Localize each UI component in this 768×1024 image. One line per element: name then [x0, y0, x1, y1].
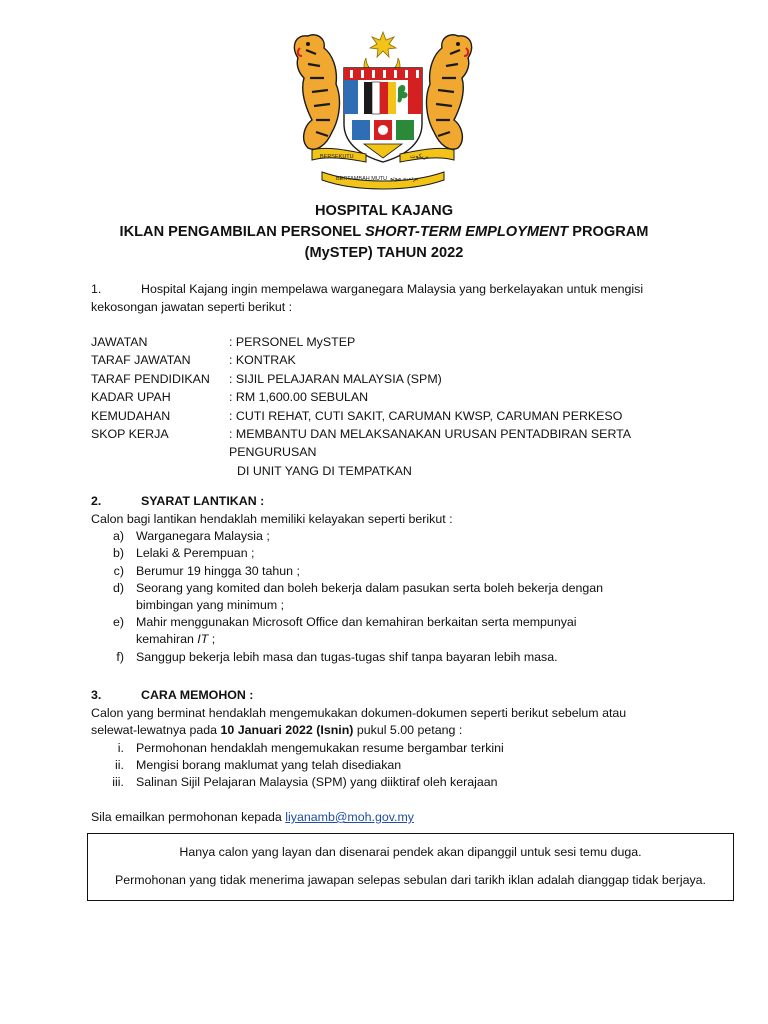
- job-detail-value: : KONTRAK: [229, 353, 296, 368]
- skop-continuation: DI UNIT YANG DI TEMPATKAN: [237, 463, 412, 478]
- deadline-date: 10 Januari 2022 (Isnin): [220, 723, 354, 738]
- email-prefix: Sila emailkan permohonan kepada: [91, 810, 286, 824]
- deadline-suffix: pukul 5.00 petang :: [353, 723, 463, 738]
- document-item: [91, 740, 721, 757]
- deadline-prefix: selewat-lewatnya pada: [91, 723, 221, 738]
- requirement-item: [91, 614, 721, 648]
- job-detail-label: TARAF JAWATAN: [91, 353, 191, 368]
- job-detail-label: KEMUDAHAN: [91, 408, 171, 423]
- section-1-number: 1.: [91, 282, 102, 296]
- requirement-marker: c): [113, 563, 124, 578]
- document-marker: ii.: [115, 757, 124, 772]
- document-marker: i.: [117, 740, 124, 755]
- requirement-item: [91, 528, 721, 545]
- right-tiger-icon: [427, 35, 472, 149]
- job-detail-row: [91, 388, 721, 406]
- notice-line-2: Permohonan yang tidak menerima jawapan selepas sebulan dari tarikh iklan adalah dianggap tidak berjaya.: [115, 873, 706, 887]
- requirement-item: [91, 545, 721, 562]
- document-title: [0, 201, 768, 264]
- requirement-text: Warganegara Malaysia ;: [136, 529, 270, 544]
- document-item: [91, 757, 721, 774]
- requirement-marker: d): [112, 580, 124, 595]
- motto-right-text: برتمبه موتو: [390, 175, 419, 182]
- section-1-intro-line-1: Hospital Kajang ingin mempelawa warganegara Malaysia yang berkelayakan untuk mengisi: [141, 282, 644, 296]
- job-detail-label: TARAF PENDIDIKAN: [91, 371, 210, 386]
- section-1-intro-line-2: kekosongan jawatan seperti berikut :: [91, 299, 293, 314]
- requirement-item: [91, 563, 721, 580]
- requirement-text: Berumur 19 hingga 30 tahun ;: [136, 563, 300, 578]
- requirement-marker: e): [112, 615, 124, 630]
- title-line-2-italic: SHORT-TERM EMPLOYMENT: [364, 224, 569, 240]
- job-details-table: [91, 333, 721, 480]
- section-3-number: 3.: [91, 688, 102, 702]
- requirement-item: [91, 580, 721, 614]
- document-item: [91, 774, 721, 791]
- section-3: [91, 687, 721, 791]
- documents-list: [91, 740, 721, 792]
- title-line-2-suffix: PROGRAM: [568, 224, 649, 240]
- job-detail-label: KADAR UPAH: [91, 390, 171, 405]
- section-3-heading: CARA MEMOHON :: [141, 688, 254, 702]
- section-1-intro: [91, 281, 721, 316]
- job-detail-row: [91, 407, 721, 425]
- requirement-text: Mahir menggunakan Microsoft Office dan kemahiran berkaitan serta mempunyai: [136, 615, 577, 630]
- email-link[interactable]: liyanamb@moh.gov.my: [285, 810, 414, 824]
- title-line-1: HOSPITAL KAJANG: [314, 203, 454, 219]
- notice-box: [87, 833, 734, 901]
- requirements-list: [91, 528, 721, 666]
- job-detail-row: [91, 351, 721, 369]
- job-detail-row: [91, 333, 721, 351]
- requirement-text: Lelaki & Perempuan ;: [136, 546, 255, 561]
- requirement-marker: a): [112, 529, 124, 544]
- document-text: Mengisi borang maklumat yang telah disediakan: [136, 757, 402, 772]
- job-detail-value: : SIJIL PELAJARAN MALAYSIA (SPM): [229, 371, 442, 386]
- requirement-tail: ;: [208, 632, 216, 647]
- job-detail-label: JAWATAN: [91, 335, 148, 349]
- job-detail-row: [91, 425, 721, 462]
- section-3-intro-line-2: [91, 722, 721, 740]
- job-detail-value: : RM 1,600.00 SEBULAN: [229, 390, 369, 405]
- requirement-text: Sanggup bekerja lebih masa dan tugas-tugas shif tanpa bayaran lebih masa.: [136, 649, 558, 664]
- ribbon-right-text: بريكوت: [410, 153, 429, 160]
- section-2-number: 2.: [91, 494, 102, 508]
- job-detail-value: : PERSONEL MySTEP: [229, 335, 356, 349]
- requirement-text: Seorang yang komited dan boleh bekerja dalam pasukan serta boleh bekerja dengan: [136, 580, 604, 595]
- notice-line-1: Hanya calon yang layan dan disenarai pendek akan dipanggil untuk sesi temu duga.: [179, 845, 642, 859]
- job-detail-value: : CUTI REHAT, CUTI SAKIT, CARUMAN KWSP, CARUMAN PERKESO: [229, 408, 623, 423]
- requirement-italic: IT: [197, 632, 209, 647]
- section-2-heading: SYARAT LANTIKAN :: [141, 494, 265, 508]
- requirement-marker: f): [116, 649, 124, 664]
- shield-icon: [344, 68, 422, 162]
- requirement-text-cont: kemahiran: [136, 632, 198, 647]
- document-text: Permohonan hendaklah mengemukakan resume bergambar terkini: [136, 740, 504, 755]
- title-line-3: (MySTEP) TAHUN 2022: [304, 245, 464, 261]
- document-text: Salinan Sijil Pelajaran Malaysia (SPM) yang diiktiraf oleh kerajaan: [136, 775, 498, 790]
- title-line-2: [0, 222, 768, 243]
- section-2: [91, 493, 721, 666]
- title-line-2-prefix: IKLAN PENGAMBILAN PERSONEL: [119, 224, 365, 240]
- section-3-intro-line-1: Calon yang berminat hendaklah mengemukakan dokumen-dokumen seperti berikut sebelum atau: [91, 705, 627, 720]
- section-2-intro: Calon bagi lantikan hendaklah memiliki kelayakan seperti berikut :: [91, 511, 453, 526]
- job-detail-row-continuation: [91, 462, 721, 480]
- document-marker: iii.: [112, 775, 124, 790]
- requirement-marker: b): [112, 546, 124, 561]
- malaysia-coat-of-arms-icon: [286, 28, 480, 190]
- email-instruction: [91, 809, 721, 827]
- ribbon-left-text: BERSEKUTU: [320, 154, 354, 160]
- requirement-text-cont: bimbingan yang minimum ;: [136, 598, 285, 612]
- motto-left-text: BERTAMBAH MUTU: [336, 176, 388, 182]
- requirement-item: [91, 649, 721, 666]
- job-detail-label: SKOP KERJA: [91, 427, 169, 442]
- left-tiger-icon: [294, 35, 339, 149]
- job-detail-value: : MEMBANTU DAN MELAKSANAKAN URUSAN PENTADBIRAN SERTA PENGURUSAN: [229, 427, 631, 460]
- job-detail-row: [91, 370, 721, 388]
